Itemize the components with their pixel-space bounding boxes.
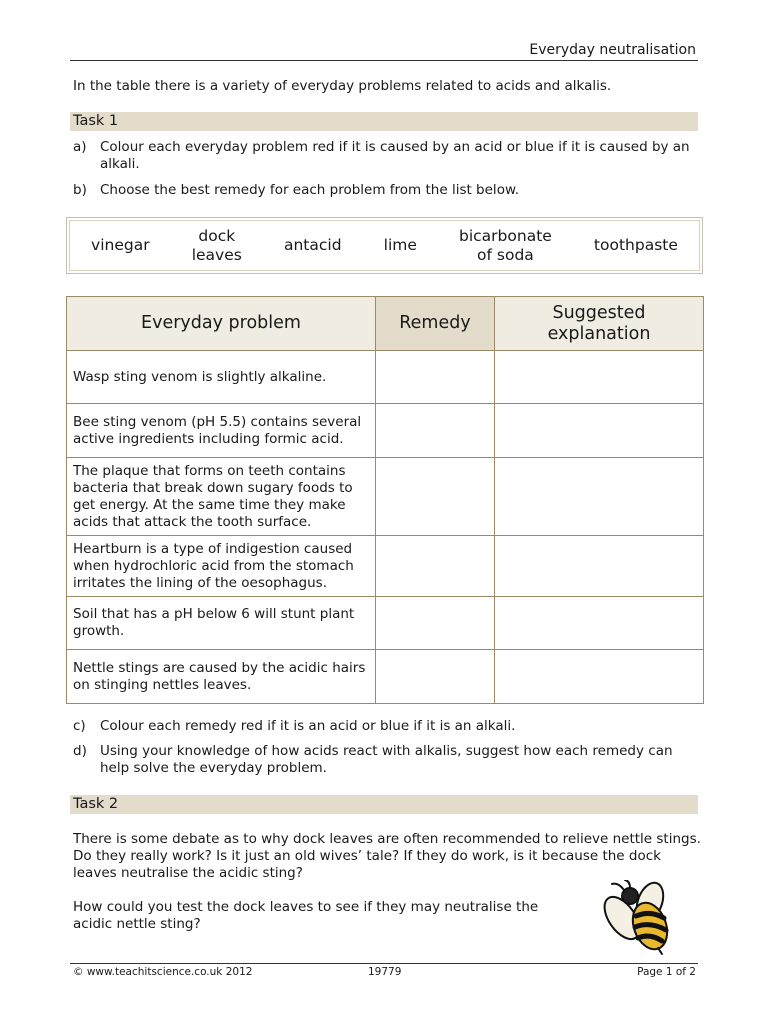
table-row — [67, 597, 704, 650]
task2-paragraph-2: How could you test the dock leaves to see if they may neutralise the acidic nettle sting? — [73, 899, 539, 932]
remedy-antacid: antacid — [283, 236, 342, 254]
table-row — [67, 404, 704, 458]
task1-item-a — [73, 139, 698, 173]
item-text: Colour each everyday problem red if it is caused by an acid or blue if it is caused by an alkali. — [100, 139, 690, 172]
remedy-vinegar: vinegar — [91, 236, 150, 254]
header-title: Everyday neutralisation — [529, 42, 696, 58]
item-text: Choose the best remedy for each problem from the list below. — [100, 182, 520, 198]
explanation-cell[interactable] — [495, 650, 704, 704]
explanation-cell[interactable] — [495, 597, 704, 650]
remedy-cell[interactable] — [376, 650, 495, 704]
problem-cell: Nettle stings are caused by the acidic hairs on stinging nettles leaves. — [67, 650, 376, 704]
table-row — [67, 351, 704, 404]
table-row — [67, 458, 704, 536]
table-row — [67, 536, 704, 597]
remedy-list-box — [66, 217, 703, 274]
task2-paragraph-1: There is some debate as to why dock leaves are often recommended to relieve nettle stings. Do they really work? Is it just an old wives’ tale? If they do work, is it because the dock leaves neutralise the acidic sting? — [73, 831, 701, 881]
remedy-dock-leaves: dock leaves — [191, 226, 242, 264]
item-text: Colour each remedy red if it is an acid or blue if it is an alkali. — [100, 718, 516, 734]
intro-text: In the table there is a variety of everyday problems related to acids and alkalis. — [73, 78, 612, 94]
remedy-cell[interactable] — [376, 536, 495, 597]
remedy-cell[interactable] — [376, 597, 495, 650]
task1-item-c — [73, 718, 698, 735]
item-label: d) — [73, 743, 87, 759]
remedy-lime: lime — [383, 236, 417, 254]
problem-cell: Soil that has a pH below 6 will stunt plant growth. — [67, 597, 376, 650]
task1-item-d — [73, 743, 698, 777]
problem-cell: Bee sting venom (pH 5.5) contains several active ingredients including formic acid. — [67, 404, 376, 458]
explanation-cell[interactable] — [495, 458, 704, 536]
explanation-cell[interactable] — [495, 536, 704, 597]
header-suggested-explanation — [495, 297, 704, 351]
remedy-cell[interactable] — [376, 458, 495, 536]
table-header-row — [67, 297, 704, 351]
task2-heading: Task 2 — [70, 795, 698, 814]
item-label: c) — [73, 718, 86, 734]
item-label: b) — [73, 182, 87, 198]
remedy-toothpaste: toothpaste — [593, 236, 678, 254]
problem-cell: Heartburn is a type of indigestion caused when hydrochloric acid from the stomach irritates the lining of the oesophagus. — [67, 536, 376, 597]
task1-item-b — [73, 182, 698, 199]
problem-cell: Wasp sting venom is slightly alkaline. — [67, 351, 376, 404]
footer-code: 19779 — [368, 966, 402, 978]
explanation-cell[interactable] — [495, 351, 704, 404]
table-row — [67, 650, 704, 704]
remedy-cell[interactable] — [376, 351, 495, 404]
header-everyday-problem: Everyday problem — [67, 297, 376, 351]
item-label: a) — [73, 139, 87, 155]
item-text: Using your knowledge of how acids react with alkalis, suggest how each remedy can help solve the everyday problem. — [100, 743, 673, 776]
footer-copyright: © www.teachitscience.co.uk 2012 — [73, 966, 253, 978]
remedy-cell[interactable] — [376, 404, 495, 458]
explanation-cell[interactable] — [495, 404, 704, 458]
problems-table — [66, 296, 704, 704]
header-divider — [70, 60, 698, 61]
remedy-bicarbonate-of-soda: bicarbonate of soda — [459, 226, 552, 264]
problem-cell: The plaque that forms on teeth contains bacteria that break down sugary foods to get energy. At the same time they make acids that attack the tooth surface. — [67, 458, 376, 536]
footer-divider — [70, 963, 698, 964]
task1-heading: Task 1 — [70, 112, 698, 131]
header-remedy: Remedy — [376, 297, 495, 351]
bee-illustration — [600, 880, 680, 956]
footer-page-number: Page 1 of 2 — [637, 966, 696, 978]
header-explanation-text: Suggested explanation — [547, 302, 651, 344]
